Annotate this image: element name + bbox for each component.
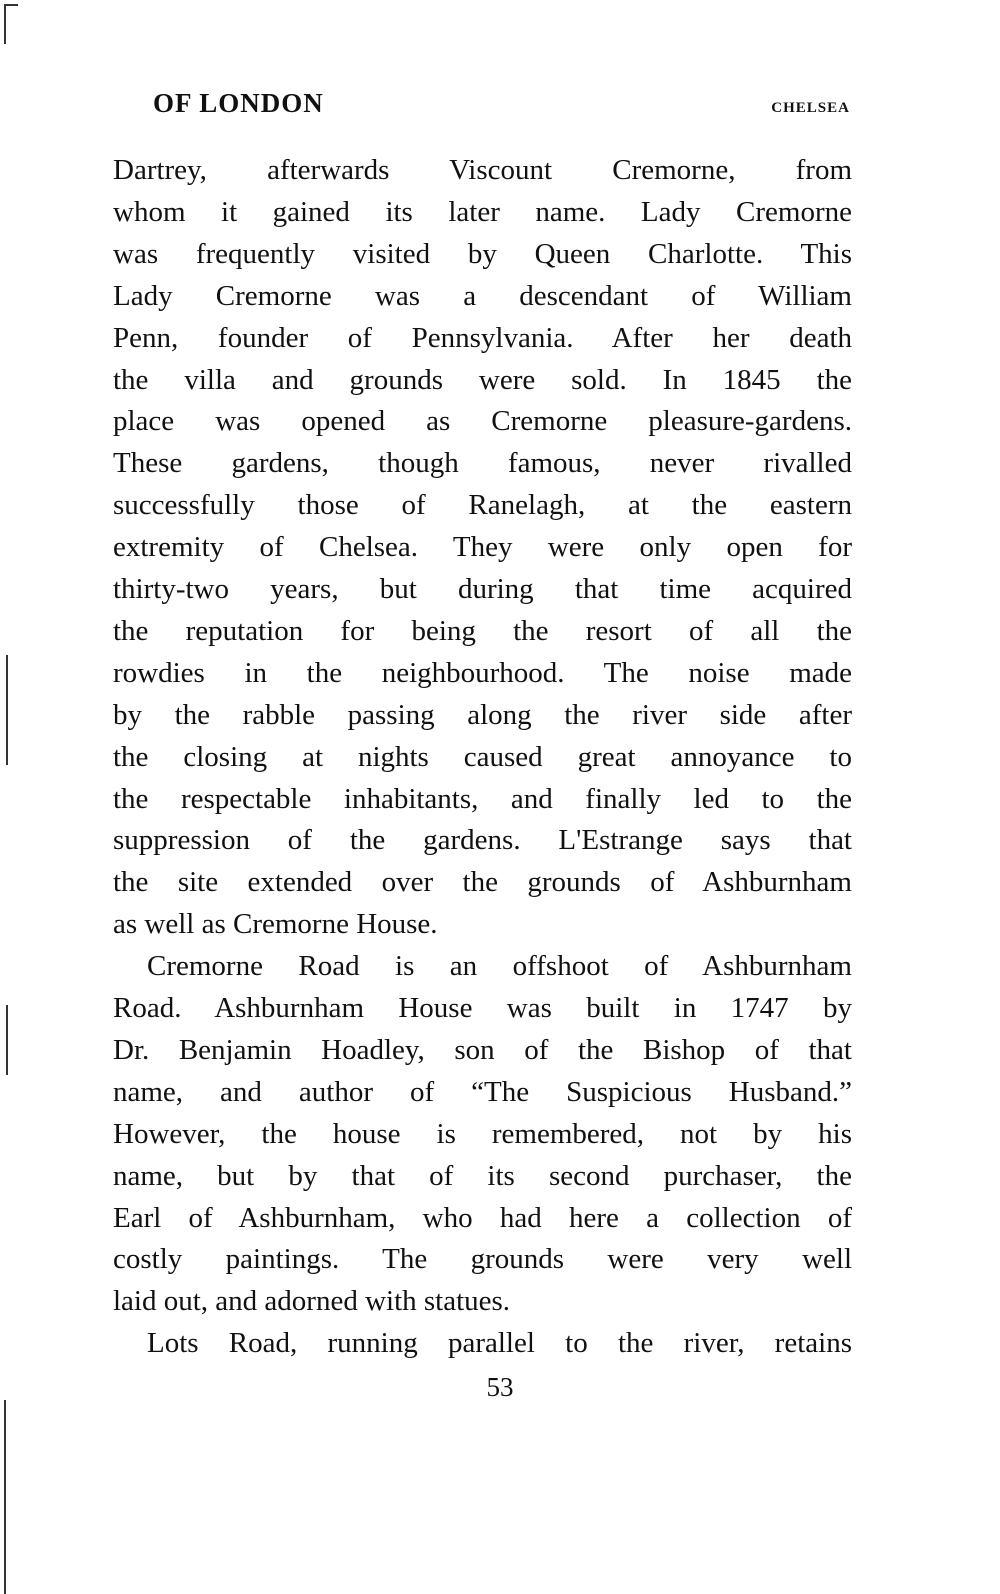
text-line: the site extended over the grounds of Ashburnham <box>113 866 852 899</box>
scan-corner-mark <box>4 4 18 6</box>
text-line: Road. Ashburnham House was built in 1747 by <box>113 992 852 1024</box>
text-line: the villa and grounds were sold. In 1845 the <box>113 363 852 396</box>
running-head-title: OF LONDON <box>153 88 324 118</box>
running-head-section: CHELSEA <box>771 100 850 116</box>
text-line: was frequently visited by Queen Charlotte. This <box>113 237 852 270</box>
text-line: suppression of the gardens. L'Estrange says that <box>113 824 852 857</box>
text-line: Earl of Ashburnham, who had here a collection of <box>113 1201 852 1234</box>
scan-edge-mark <box>6 655 8 765</box>
text-line: extremity of Chelsea. They were only open for <box>113 531 852 564</box>
page-number: 53 <box>486 1372 514 1402</box>
text-line: Dartrey, afterwards Viscount Cremorne, from <box>113 154 852 186</box>
scan-corner-mark <box>4 4 6 44</box>
text-line: Cremorne Road is an offshoot of Ashburnham <box>147 950 852 983</box>
text-line: rowdies in the neighbourhood. The noise made <box>113 656 852 689</box>
text-line: thirty-two years, but during that time acquired <box>113 573 852 605</box>
text-line: name, but by that of its second purchaser, the <box>113 1159 852 1192</box>
text-line: by the rabble passing along the river side after <box>113 698 852 731</box>
text-line: Lady Cremorne was a descendant of William <box>113 279 852 312</box>
scan-edge-mark <box>6 1005 8 1075</box>
text-line: whom it gained its later name. Lady Cremorne <box>113 195 852 228</box>
text-line: These gardens, though famous, never rivalled <box>113 447 852 480</box>
text-line: Penn, founder of Pennsylvania. After her death <box>113 321 852 354</box>
text-line: as well as Cremorne House. <box>113 908 438 941</box>
text-line: Lots Road, running parallel to the river, retains <box>147 1327 852 1360</box>
text-line: successfully those of Ranelagh, at the eastern <box>113 489 852 522</box>
text-line: the closing at nights caused great annoyance to <box>113 740 852 773</box>
text-line: costly paintings. The grounds were very well <box>113 1243 852 1276</box>
scan-edge-mark <box>4 1400 6 1594</box>
text-line: However, the house is remembered, not by his <box>113 1117 852 1150</box>
text-line: place was opened as Cremorne pleasure-gardens. <box>113 405 852 438</box>
text-line: the reputation for being the resort of all the <box>113 614 852 647</box>
text-line: the respectable inhabitants, and finally led to the <box>113 782 852 815</box>
text-line: laid out, and adorned with statues. <box>113 1285 511 1318</box>
text-line: name, and author of “The Suspicious Husband.” <box>113 1075 852 1108</box>
text-line: Dr. Benjamin Hoadley, son of the Bishop of that <box>113 1033 852 1066</box>
